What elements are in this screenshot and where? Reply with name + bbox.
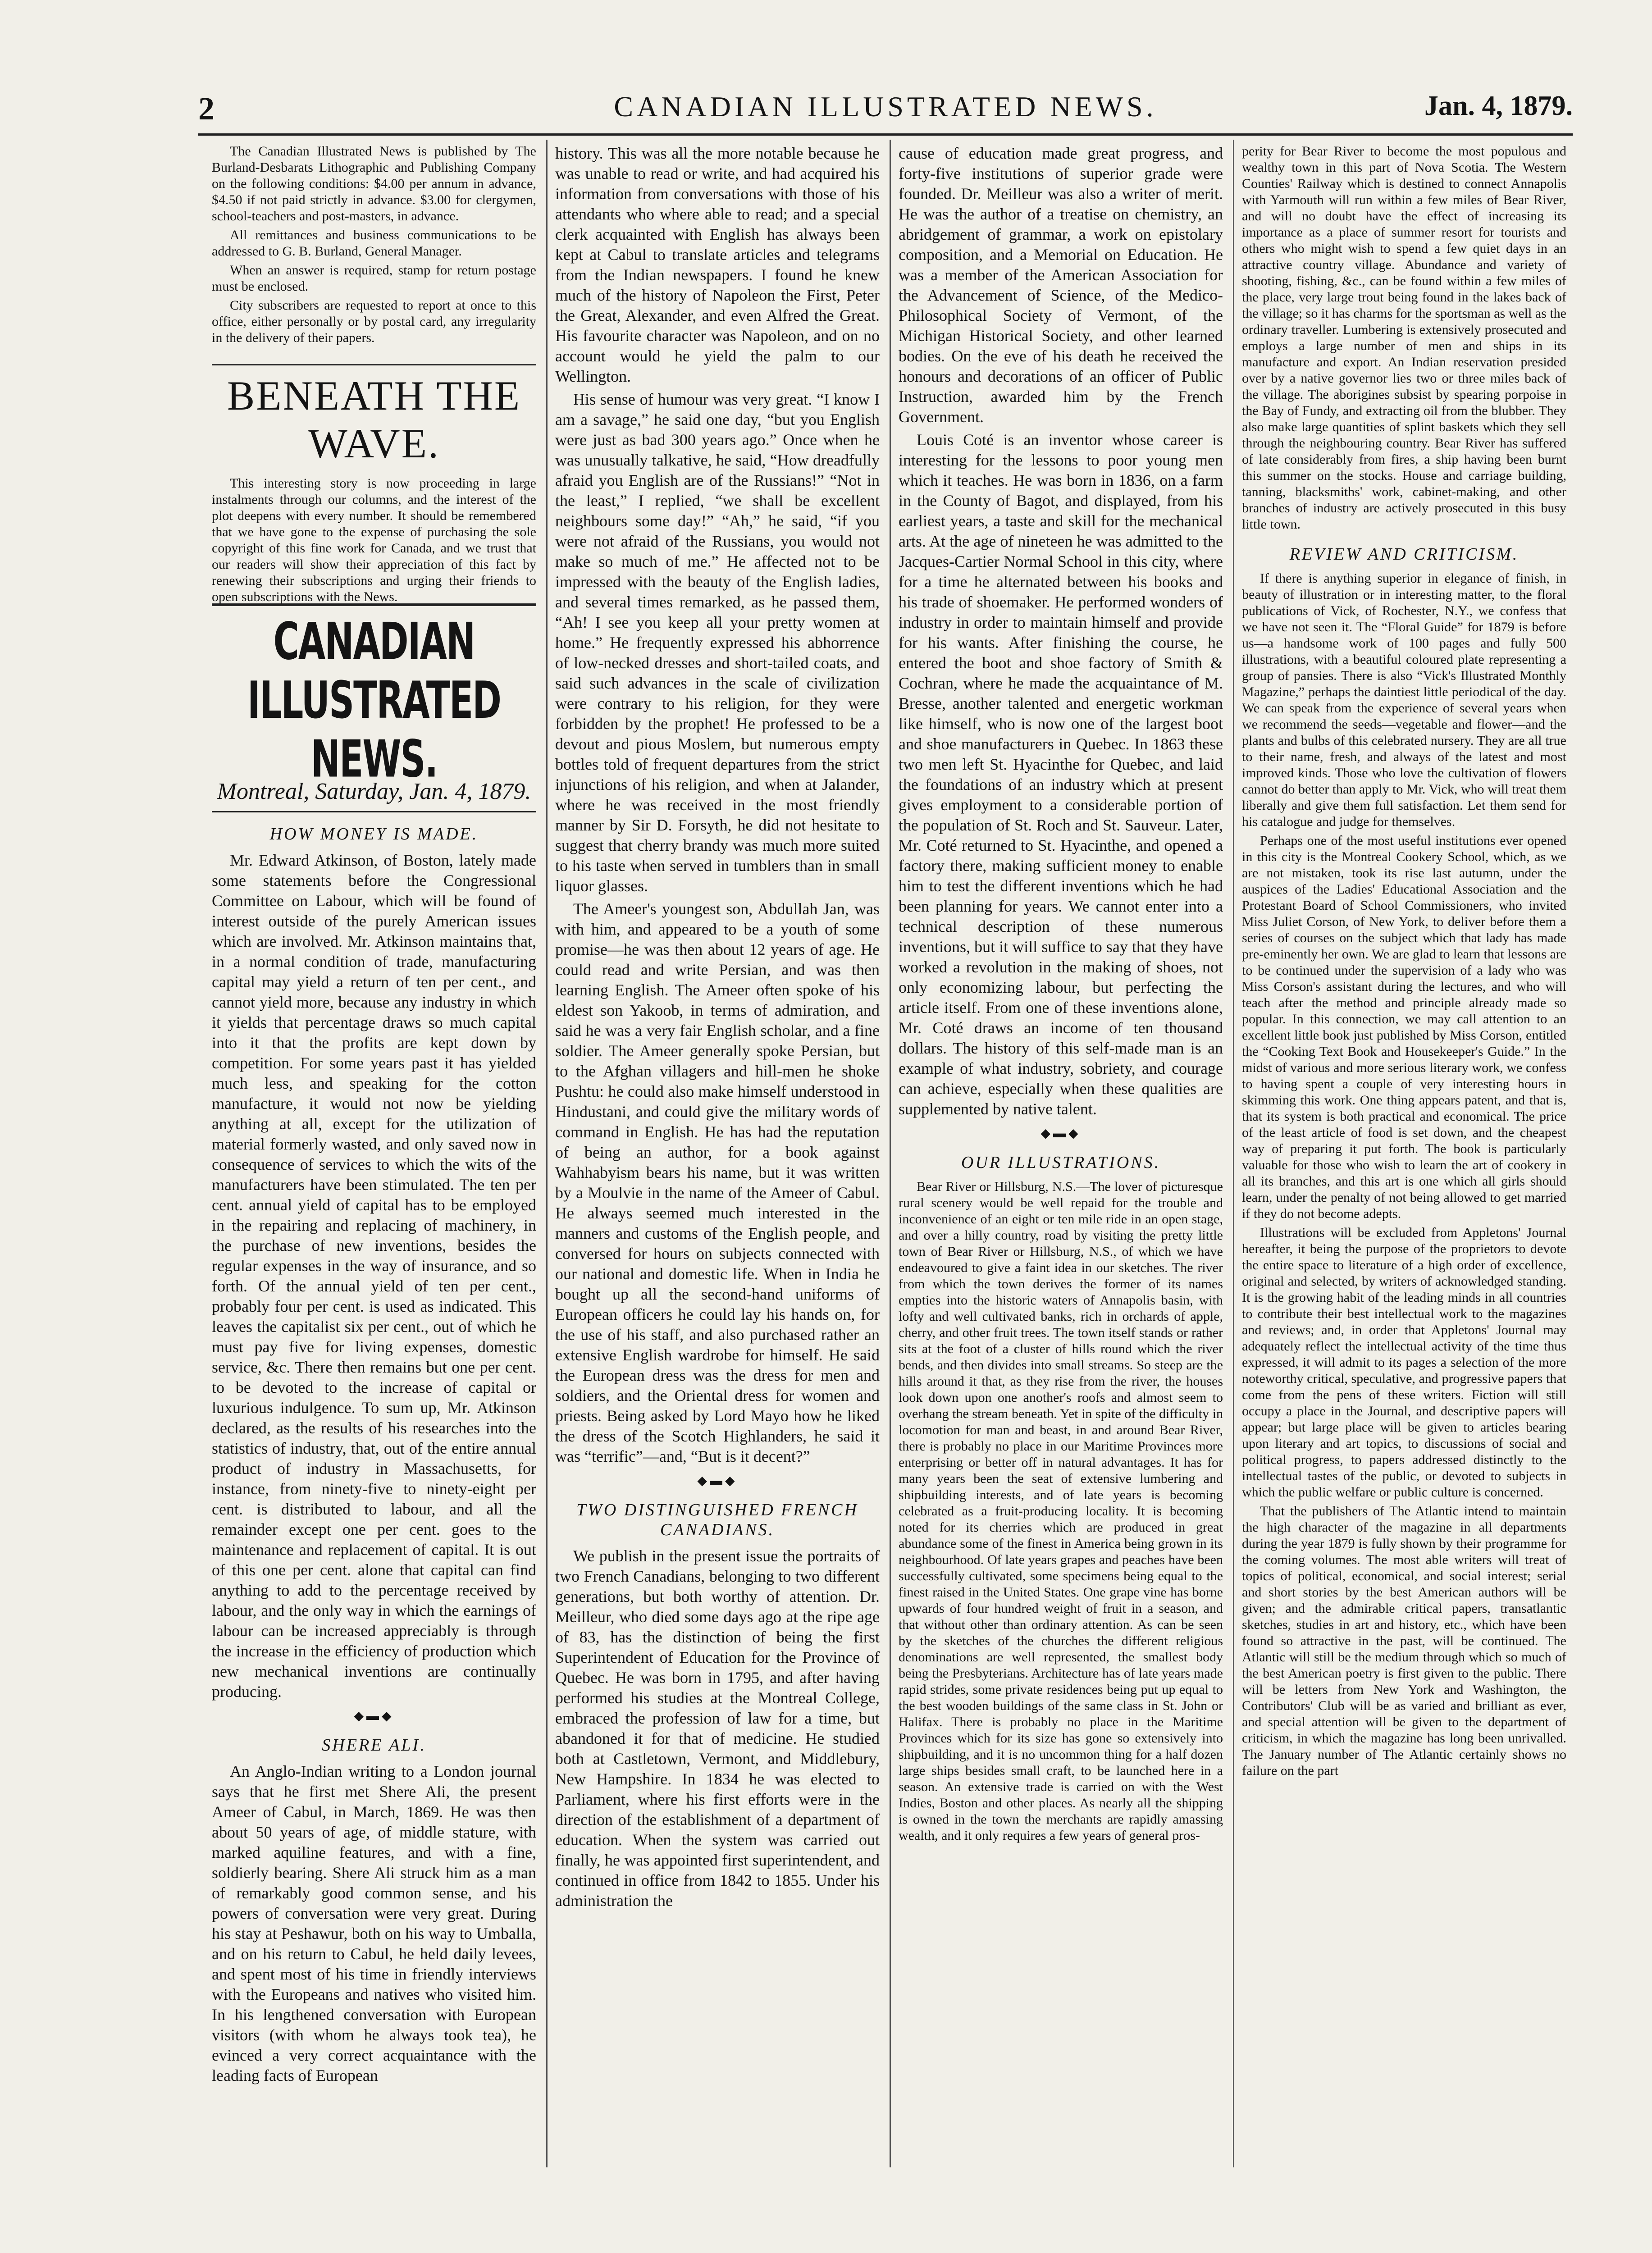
article-title: REVIEW AND CRITICISM. <box>1289 545 1519 564</box>
masthead: CANADIAN ILLUSTRATED NEWS. <box>212 603 536 789</box>
postage-notice: When an answer is required, stamp for return postage must be enclosed. <box>212 263 536 294</box>
article-text: cause of education made great progress, and forty-five institutions of superior grade were founded. Dr. Meilleur was also a writer of merit. He was the author of a treatise on chemistry, an abridgement of grammar, a work on epistolary composition, and a Memorial on Education. He was a member of the American Association for the Advancement of Science, of the Medico-Philosophical Society of Vermont, of the Michigan Historical Society, and other learned bodies. On the eve of his death he received the honours and decorations of an officer of Public Instruction, awarded him by the French Government. <box>899 144 1223 426</box>
article-text: An Anglo-Indian writing to a London journal says that he first met Shere Ali, the present Ameer of Cabul, in March, 1869. He was then about 50 years of age, of middle stature, with marked aquiline features, and with a fine, soldierly bearing. Shere Ali struck him as a man of remarkably good common sense, and his powers of conversation were very great. During his stay at Peshawur, both on his way to Umballa, and on his return to Cabul, he held daily levees, and spent most of his time in friendly interviews with the Europeans and natives who visited him. In his lengthened conversation with European visitors (with whom he always took tea), he evinced a very correct acquaintance with the leading facts of European <box>212 1762 536 2084</box>
serial-text: This interesting story is now proceeding in large instalments through our columns, and the interest of the plot deepens with every number. It should be remembered that we have gone to the expense of purchasing the sole copyright of this fine work for Canada, and we trust that our readers will show their appreciation of this fact by renewing their subscriptions and urging their friends to open subscriptions with the News. <box>212 476 536 604</box>
article-text: perity for Bear River to become the most populous and wealthy town in this part of Nova Scotia. The Western Counties' Railway which is destined to connect Annapolis with Yarmouth will run within a few miles of Bear River, and will no doubt have the effect of increasing its importance as a place of summer resort for tourists and others who might wish to spend a few quiet days in an attractive country village. Abundance and variety of shooting, fishing, &c., can be found within a few miles of the place, very large trout being found in the lakes back of the village; so it has charms for the sportsman as well as the ordinary traveller. Lumbering is extensively prosecuted and employs a large number of men and ships in its manufacture and export. An Indian reservation presided over by a native governor lies two or three miles back of the village. The aborigines subsist by spearing porpoise in the Bay of Fundy, and extracting oil from the blubber. They also make large quantities of splint baskets which they sell through the neighbouring country. Bear River has suffered of late considerably from fires, a ship having been burnt this summer on the stocks. House and carriage building, tanning, blacksmiths' work, cabinet-making, and other branches of industry are actively prosecuted in this busy little town. <box>1242 144 1566 532</box>
dateline: Montreal, Saturday, Jan. 4, 1879. <box>212 778 536 812</box>
running-head <box>198 86 1573 135</box>
column-divider <box>890 140 891 2167</box>
page-number: 2 <box>198 91 214 127</box>
issue-date: Jan. 4, 1879. <box>1424 91 1573 121</box>
article-text: The Ameer's youngest son, Abdullah Jan, was with him, and appeared to be a youth of some promise—he was then about 12 years of age. He could read and write Persian, and was then learning English. The Ameer often spoke of his eldest son Yakoob, in terms of admiration, and said he was a very fair English scholar, and a fine soldier. The Ameer generally spoke Persian, but to the Afghan villagers and hill-men he shoke Pushtu: he could also make himself understood in Hindustani, and could give the military words of command in English. He has had the reputation of being an author, for a book against Wahhabyism bears his name, but it was written by a Moulvie in the name of the Ameer of Cabul. He always seemed much interested in the manners and customs of the English people, and conversed for hours on subjects connected with our national and domestic life. When in India he bought up all the second-hand uniforms of European officers he could lay his hands on, for the use of his staff, and also purchased rather an extensive English wardrobe for himself. He said the European dress was the dress for men and soldiers, and the Oriental dress for women and priests. Being asked by Lord Mayo how he liked the dress of the Scotch Highlanders, he said it was “terrific”—and, “But is it decent?” <box>555 900 880 1465</box>
publication-title: CANADIAN ILLUSTRATED NEWS. <box>614 91 1157 123</box>
ornament-divider: ◆▬◆ <box>1040 1126 1081 1140</box>
review-text: Perhaps one of the most useful institutions ever opened in this city is the Montreal Cookery School, which, as we are not mistaken, took its rise last autumn, under the auspices of the Ladies' Educational Association and the Protestant Board of School Commissioners, who invited Miss Juliet Corson, of New York, to deliver before them a series of courses on the subject which that lady has made pre-eminently her own. We are glad to learn that lessons are to be continued under the supervision of a lady who was Miss Corson's assistant during the lectures, and who will teach after the method and principle already made so popular. In this connection, we may call attention to an excellent little book just published by Miss Corson, entitled the “Cooking Text Book and Housekeeper's Guide.” In the midst of various and more serious literary work, we confess to having spent a couple of very interesting hours in skimming this work. One thing appears patent, and that is, that its system is both practical and economical. The price of the least article of food is set down, and the cheapest way of preparing it put forth. The book is particularly valuable for those who wish to learn the art of cookery in all its branches, and this art is one which all girls should learn, under the penalty of not being allowed to get married if they do not become adepts. <box>1242 833 1566 1221</box>
article-text: Bear River or Hillsburg, N.S.—The lover of picturesque rural scenery would be well repaid for the trouble and inconvenience of an eight or ten mile ride in an open stage, and over a hilly country, road by visiting the pretty little town of Bear River or Hillsburg, N.S., of which we have endeavoured to give a faint idea in our sketches. The river from which the town derives the former of its names empties into the historic waters of Annapolis basin, with lofty and well cultivated banks, rich in orchards of apple, cherry, and other fruit trees. The town itself stands or rather sits at the foot of a cluster of hills round which the river bends, and then divides into small streams. So steep are the hills around it that, as they rise from the river, the houses look down upon one another's roofs and almost seem to overhang the stream beneath. Yet in spite of the difficulty in locomotion for man and beast, in and around Bear River, there is probably no place in our Maritime Provinces more enterprising or better off in natural advantages. It has for many years been the seat of extensive lumbering and shipbuilding interests, and of late years is becoming celebrated as a fruit-producing locality. It is becoming noted for its cherries which are produced in great abundance some of the finest in America being grown in its neighbourhood. Of late years grapes and peaches have been successfully cultivated, some specimens being equal to the finest raised in the United States. One grape vine has borne upwards of four hundred weight of fruit in a season, and that without other than ordinary attention. As can be seen by the sketches of the churches the different religious denominations are well represented, the smallest body being the Presbyterians. Architecture has of late years made rapid strides, some private residences being put up equal to the best wooden buildings of the same class in St. John or Halifax. There is probably no place in the Maritime Provinces which for its size has gone so extensively into shipbuilding, and it is no uncommon thing for a half dozen large ships besides small craft, to be launched here in a season. An extensive trade is carried on with the West Indies, Boston and other places. As nearly all the shipping is owned in the town the merchants are rapidly amassing wealth, and it only requires a few years of general pros- <box>899 1179 1223 1843</box>
article-title: OUR ILLUSTRATIONS. <box>961 1153 1161 1172</box>
ornament-divider: ◆▬◆ <box>697 1474 738 1488</box>
column-3 <box>899 143 1223 2162</box>
review-text: If there is anything superior in elegance of finish, in beauty of illustration or in interesting matter, to the floral publications of Vick, of Rochester, N.Y., we confess that we have not seen it. The “Floral Guide” for 1879 is before us—a handsome work of 100 pages and fully 500 illustrations, with a beautiful coloured plate representing a group of pansies. There is also “Vick's Illustrated Monthly Magazine,” perhaps the daintiest little periodical of the day. We can speak from the experience of several years when we recommend the seeds—vegetable and flower—and the plants and bulbs of this celebrated nursery. They are all true to their name, fresh, and always of the latest and most improved kinds. Those who love the cultivation of flowers cannot do better than apply to Mr. Vick, who will treat them liberally and give them full satisfaction. Let them send for his catalogue and judge for themselves. <box>1242 571 1566 829</box>
delivery-notice: City subscribers are requested to report at once to this office, either personally or by postal card, any irregularity in the delivery of their papers. <box>212 298 536 345</box>
article-text: We publish in the present issue the portraits of two French Canadians, belonging to two different generations, but both worthy of attention. Dr. Meilleur, who died some days ago at the ripe age of 83, has the distinction of being the first Superintendent of Education for the Province of Quebec. He was born in 1795, and after having performed his studies at the Montreal College, embraced the profession of law for a time, but abandoned it for that of medicine. He studied both at Castletown, Vermont, and Middlebury, New Hampshire. In 1834 he was elected to Parliament, where his first efforts were in the direction of the establishment of a department of education. When the system was carried out finally, he was appointed first superintendent, and continued in office from 1842 to 1855. Under his administration the <box>555 1547 880 1910</box>
column-1 <box>212 143 536 2162</box>
review-text: Illustrations will be excluded from Appletons' Journal hereafter, it being the purpose of the proprietors to devote the entire space to literature of a high order of excellence, original and selected, by writers of acknowledged standing. It is the growing habit of the leading minds in all countries to contribute their best intellectual work to the magazines and reviews; and, in order that Appletons' Journal may adequately reflect the intellectual activity of the time thus expressed, it will admit to its pages a selection of the more noteworthy critical, speculative, and progressive papers that come from the pens of these writers. Fiction will still occupy a place in the Journal, and descriptive papers will appear; but large place will be given to articles bearing upon literary and art topics, to discussions of social and political progress, to papers addressed distinctly to the intellectual tastes of the public, or devoted to subjects in which the public welfare or public culture is concerned. <box>1242 1225 1566 1500</box>
ornament-divider: ◆▬◆ <box>354 1709 394 1723</box>
article-text: history. This was all the more notable because he was unable to read or write, and had acquired his information from conversations with those of his attendants who where able to read; and a special clerk acquainted with English has always been kept at Cabul to translate articles and telegrams from the Indian newspapers. I found he knew much of the history of Napoleon the First, Peter the Great, Alexander, and even Alfred the Great. His favourite character was Napoleon, and on no account would he yield the palm to our Wellington. <box>555 144 880 385</box>
subscription-notice: The Canadian Illustrated News is published by The Burland-Desbarats Lithographic and Publishing Company on the following conditions: $4.00 per annum in advance, $4.50 if not paid strictly in advance. $3.00 for clergymen, school-teachers and post-masters, in advance. <box>212 144 536 223</box>
article-title: TWO DISTINGUISHED FRENCH CANADIANS. <box>576 1500 858 1539</box>
article-text: Mr. Edward Atkinson, of Boston, lately made some statements before the Congressional Committee on Labour, which will be found of interest outside of the purely American issues which are involved. Mr. Atkinson maintains that, in a normal condition of trade, manufacturing capital may yield a return of ten per cent., and cannot yield more, because any industry in which it yields that percentage draws so much capital into it that the profits are kept down by competition. For some years past it has yielded much less, and speaking for the cotton manufacture, it would not now be yielding anything at all, except for the utilization of material formerly wasted, and only saved now in consequence of services to which the wits of the manufacturers have been stimulated. The ten per cent. annual yield of capital has to be employed in the repairing and replacing of machinery, in the purchase of new inventions, besides the regular expenses in the way of insurance, and so forth. Of the annual yield of ten per cent., probably four per cent. is used as indicated. This leaves the capitalist six per cent., out of which he must pay five for living expenses, domestic service, &c. There then remains but one per cent. to be devoted to the increase of capital or luxurious indulgence. To sum up, Mr. Atkinson declared, as the results of his researches into the statistics of industry, that, out of the entire annual product of industry in Massachusetts, for instance, from ninety-five to ninety-eight per cent. is distributed to labour, and all the remainder except one per cent. goes to the maintenance and replacement of capital. It is out of this one per cent. alone that capital can find anything to add to the percentage received by labour, and the only way in which the earnings of labour can be increased appreciably is through the increase in the efficiency of production which new mechanical inventions are continually producing. <box>212 851 536 1701</box>
review-text: That the publishers of The Atlantic intend to maintain the high character of the magazine in all departments during the year 1879 is fully shown by their programme for the coming volumes. The most able writers will treat of topics of political, economical, and social interest; serial and short stories by the best American authors will be given; and the admirable critical papers, transatlantic sketches, studies in art and history, etc., which have been found so attractive in the past, will be continued. The Atlantic will still be the medium through which so much of the best American poetry is first given to the public. There will be letters from New York and Washington, the Contributors' Club will be as varied and brilliant as ever, and special attention will be given to the department of criticism, in which the magazine has long been unrivalled. The January number of The Atlantic certainly shows no failure on the part <box>1242 1504 1566 1778</box>
remittance-notice: All remittances and business communications to be addressed to G. B. Burland, General Manager. <box>212 228 536 259</box>
article-text: Louis Coté is an inventor whose career is interesting for the lessons to poor young men which it teaches. He was born in 1836, on a farm in the County of Bagot, and displayed, from his earliest years, a taste and skill for the mechanical arts. At the age of nineteen he was admitted to the Jacques-Cartier Normal School in this city, where for a time he alternated between his books and his trade of shoemaker. He performed wonders of industry in order to maintain himself and provide for his wants. After finishing the course, he entered the boot and shoe factory of Smith & Cochran, where he made the acquaintance of M. Bresse, another talented and energetic workman like himself, who is now one of the largest boot and shoe manufacturers in Quebec. In 1863 these two men left St. Hyacinthe for Quebec, and laid the foundations of an industry which at present gives employment to a considerable portion of the population of St. Roch and St. Sauveur. Later, Mr. Coté returned to St. Hyacinthe, and opened a factory there, making sufficient money to enable him to test the different inventions which he had been planning for years. We cannot enter into a technical description of these numerous inventions, but it will suffice to say that they have worked a revolution in the making of shoes, not only economizing labour, but perfecting the article itself. From one of these inventions alone, Mr. Coté draws an income of ten thousand dollars. The history of this self-made man is an example of what industry, sobriety, and courage can achieve, especially when these qualities are supplemented by native talent. <box>899 431 1223 1118</box>
header-rule <box>198 133 1573 136</box>
article-title: SHERE ALI. <box>322 1736 426 1755</box>
column-2 <box>555 143 880 2162</box>
article-text: His sense of humour was very great. “I know I am a savage,” he said one day, “but you English were just as bad 300 years ago.” Once when he was unusually talkative, he said, “How dreadfully afraid you English are of the Russians!” “Not in the least,” I replied, “we shall be excellent neighbours some day!” “Ah,” he said, “if you were not afraid of the Russians, you would not make so much of me.” He affected not to be impressed with the beauty of the English ladies, and several times remarked, as he passed them, “Ah! I see you keep all your pretty women at home.” He frequently expressed his abhorrence of low-necked dresses and short-tailed coats, and said such advances in the scale of civilization were contrary to his religion, for they were forbidden by the prophet! He professed to be a devout and pious Moslem, but numerous empty bottles told of frequent departures from the strict injunctions of his religion, and when at Jalander, where he was received in the most friendly manner by Sir D. Forsyth, he did not hesitate to suggest that cherry brandy was much more suited to his taste when served in tumblers than in small liquor glasses. <box>555 390 880 895</box>
column-divider <box>546 140 548 2167</box>
column-divider <box>1233 140 1234 2167</box>
serial-title: BENEATH THE WAVE. <box>212 364 536 467</box>
column-4 <box>1242 143 1566 2162</box>
article-title: HOW MONEY IS MADE. <box>269 825 479 844</box>
